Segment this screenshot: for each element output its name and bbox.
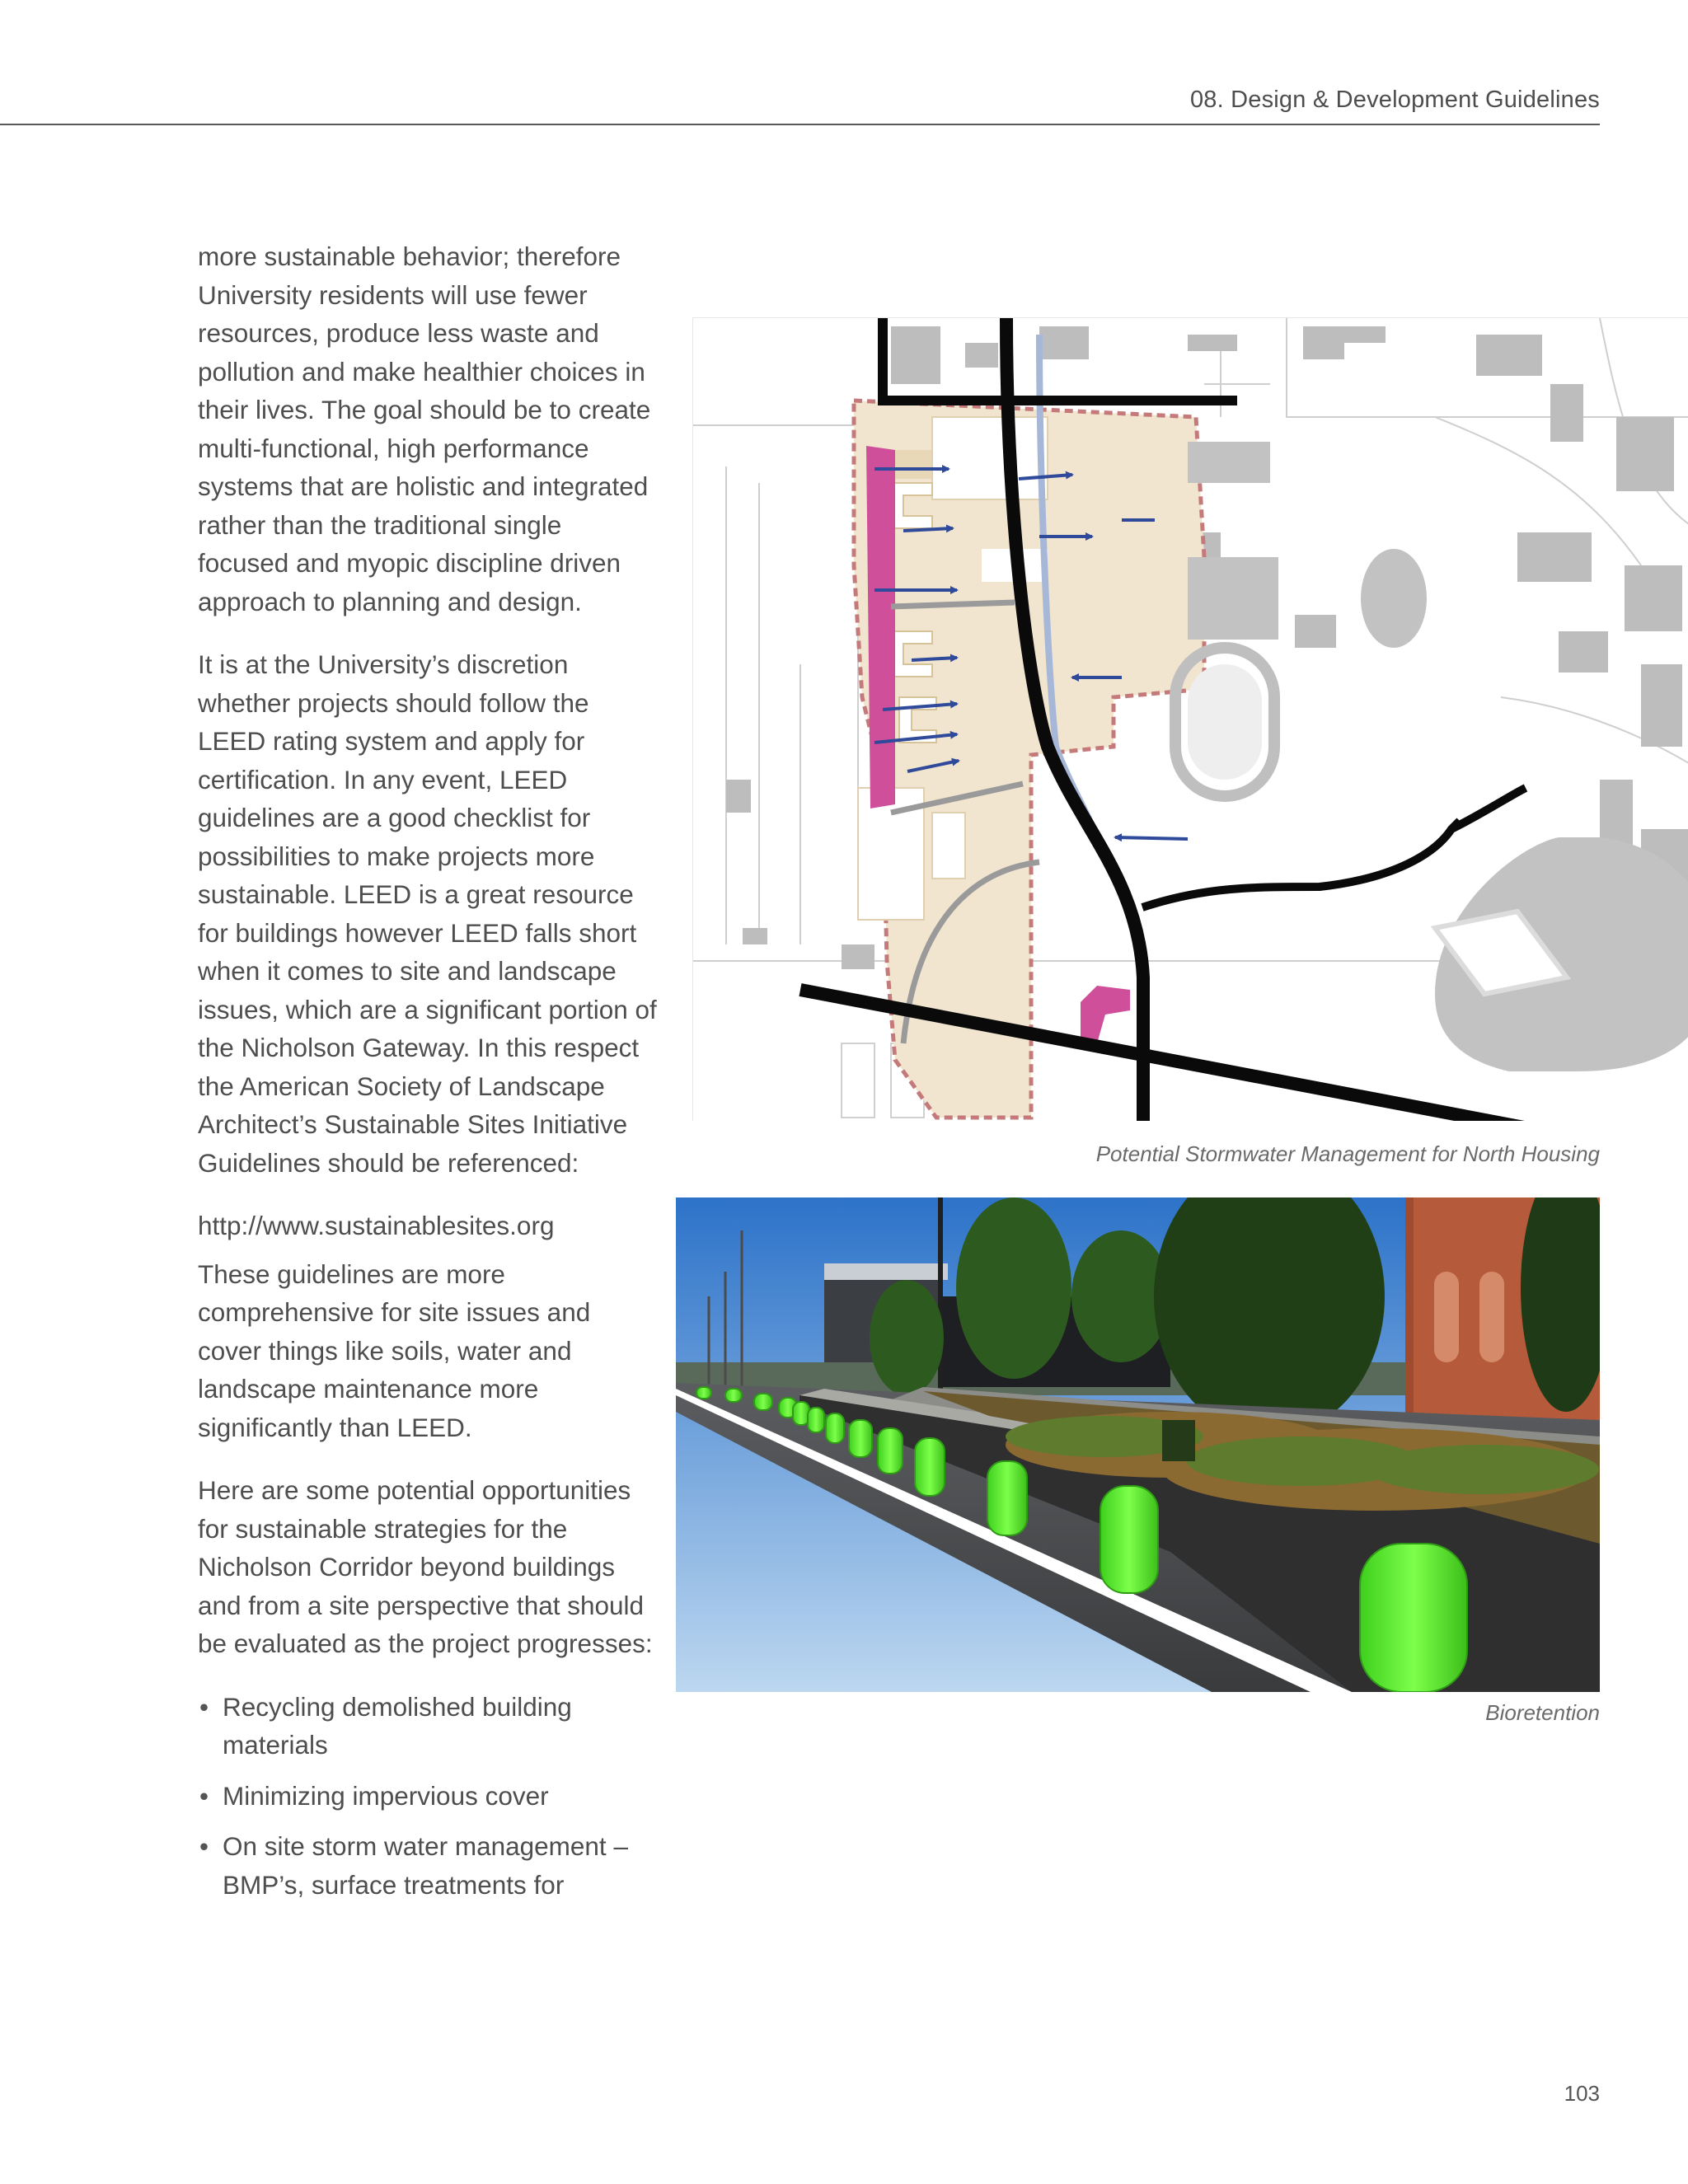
list-item: • On site storm water management – BMP’s, surface treatments for [198,1827,659,1904]
bioretention-photo [676,1197,1600,1692]
housing-footprint [866,446,895,808]
paragraph: These guidelines are more comprehensive for site issues and cover things like soils, water and landscape maintenance more significantly than LEED. [198,1258,591,1442]
paragraph: It is at the University’s discretion whether projects should follow the LEED rating system and apply for certification. In any event, LEED guidelines are a good checklist for possibilities to make projects more sustainable. LEED is a great resource for buildings however LEED falls short when it comes to site and landscape issues, which are a significant portion of the Nicholson Gateway. In this respect the American Society of Landscape Architect’s Sustainable Sites Initiative Guidelines should be referenced: [198,649,657,1178]
strategy-list [198,1688,659,1905]
paragraph: more sustainable behavior; therefore University residents will use fewer resources, produce less waste and pollution and make healthier choices in their lives. The goal should be to create multi-functional, high performance systems that are holistic and integrated rather than the traditional single focused and myopic discipline driven approach to planning and design. [198,241,651,616]
body-text-column [198,237,659,1916]
track-and-field [1175,648,1274,796]
photo-caption: Bioretention [1485,1700,1600,1725]
section-title: 08. Design & Development Guidelines [1189,87,1600,113]
list-item: • Minimizing impervious cover [198,1777,659,1816]
paragraph: Here are some potential opportunities for sustainable strategies for the Nicholson Corridor beyond buildings and from a site perspective that should be evaluated as the project progresses: [198,1475,653,1658]
map-caption: Potential Stormwater Management for North Housing [1095,1141,1600,1166]
list-item: • Recycling demolished building materials [198,1688,659,1765]
stormwater-site-map [692,317,1688,1121]
header-rule [0,124,1600,125]
page-number: 103 [1564,2081,1600,2106]
reference-link[interactable]: http://www.sustainablesites.org [198,1211,555,1240]
